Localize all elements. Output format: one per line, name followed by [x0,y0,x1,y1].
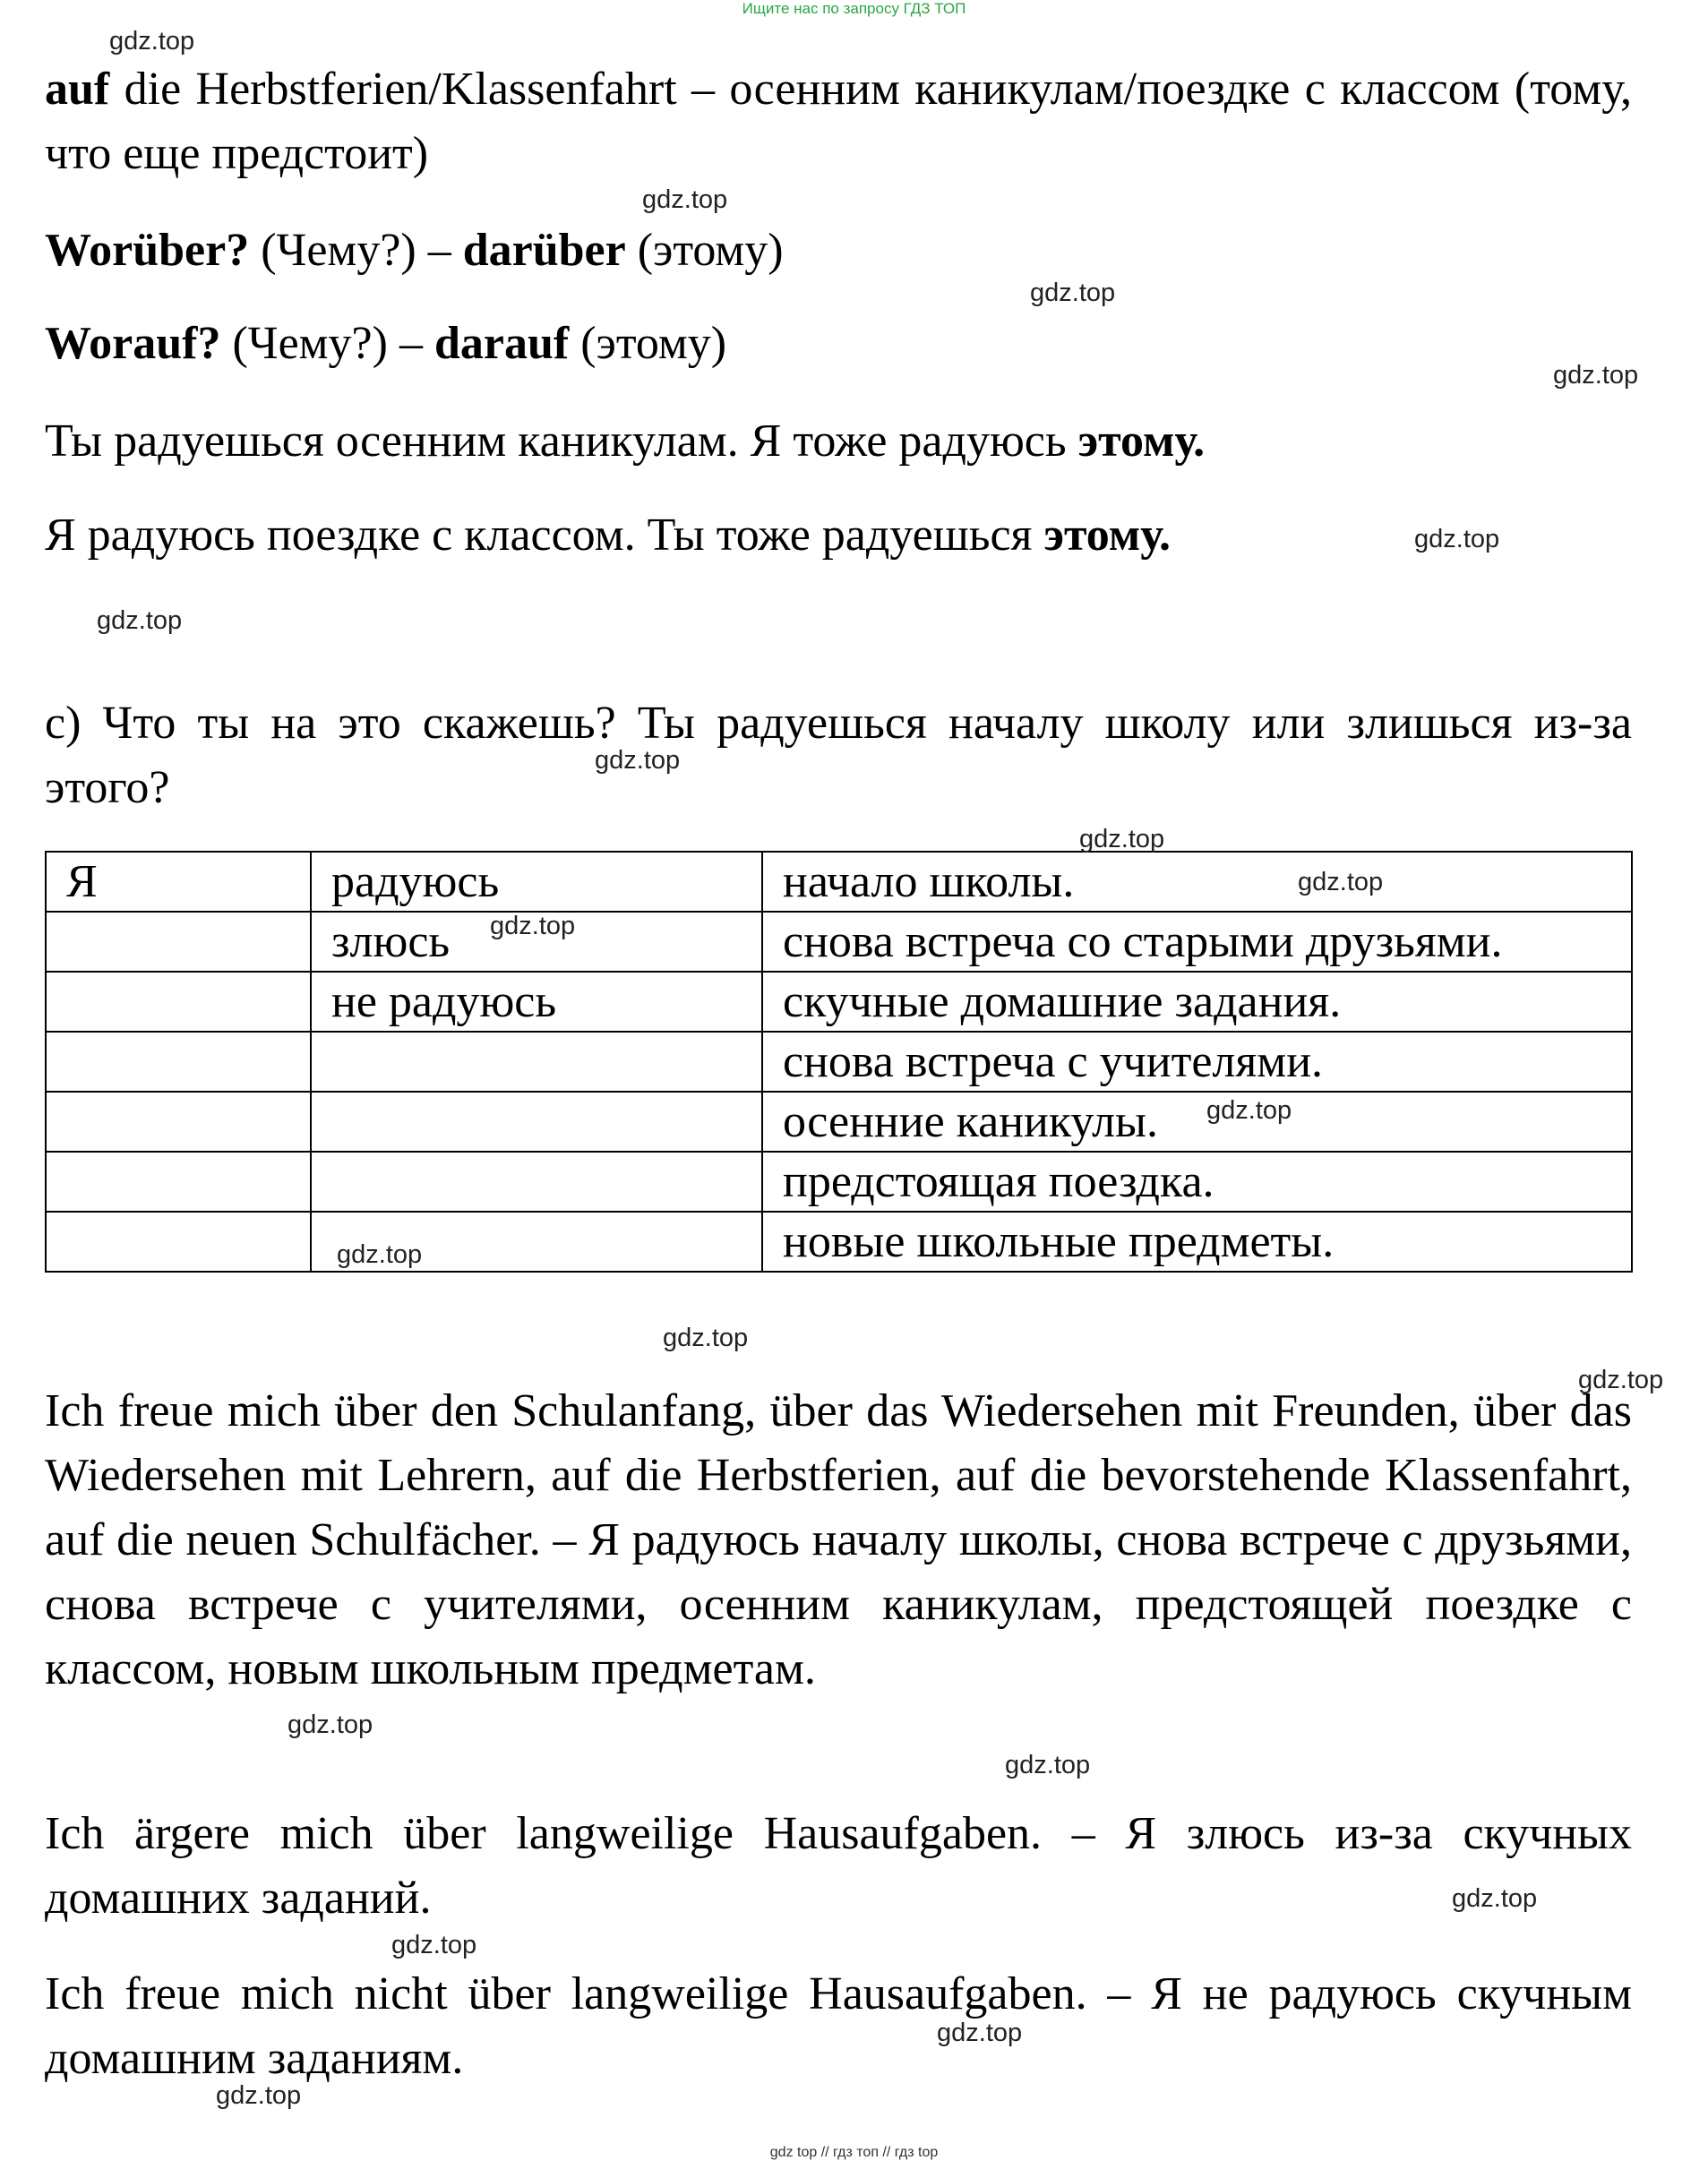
question-word: Worauf? [45,318,221,369]
answer-paragraph-1: Ich freue mich über den Schulanfang, über das Wiedersehen mit Freunden, über das Wiedersehen mit Lehrern, auf die Herbstferien, auf die bevorstehende Klassenfahrt, auf die neuen Schulfächer. – Я радуюсь началу школы, снова встрече с друзьями, снова встрече с учителями, осенним каникулам, предстоящей поездке с классом, новым школьным предметам. [45,1385,1632,1694]
paragraph-auf [45,57,1632,186]
watermark: gdz.top [109,27,195,56]
table-cell [46,1092,311,1152]
table-row [46,1212,1632,1272]
table-cell [46,912,311,972]
table-row [46,1152,1632,1212]
table-row [46,972,1632,1032]
answer-word: darüber [462,225,626,276]
question-worauf [45,312,1632,376]
question-word: Worüber? [45,225,250,276]
watermark: gdz.top [1553,361,1639,390]
watermark: gdz.top [216,2081,302,2110]
watermark: gdz.top [1206,1096,1292,1125]
example-sentence-1 [45,409,1632,474]
answer-paragraph-2: Ich ärgere mich über langweilige Hausaufgaben. – Я злюсь из-за скучных домашних заданий. [45,1808,1632,1924]
watermark: gdz.top [937,2019,1023,2047]
watermark: gdz.top [595,746,681,775]
table-cell: предстоящая поездка. [762,1152,1632,1212]
watermark: gdz.top [1030,279,1116,307]
watermark: gdz.top [1452,1884,1538,1913]
question-translation: (Чему?) – [220,318,434,369]
table-cell: снова встреча с учителями. [762,1032,1632,1092]
keyword-auf: auf [45,64,110,115]
example-bold: этому. [1043,510,1172,561]
example-bold: этому. [1077,416,1206,467]
question-translation: (Чему?) – [249,225,463,276]
question-worueber [45,219,1632,283]
answer-paragraph-3: Ich freue mich nicht über langweilige Hausaufgaben. – Я не радуюсь скучным домашним заданиям. [45,1968,1632,2084]
table-row [46,1092,1632,1152]
table-cell: скучные домашние задания. [762,972,1632,1032]
table-cell [46,1032,311,1092]
watermark: gdz.top [337,1240,423,1269]
example-text: Я радуюсь поездке с классом. Ты тоже радуешься [45,510,1044,561]
table-cell [46,1152,311,1212]
task-c: с) Что ты на это скажешь? Ты радуешься началу школу или злишься из-за этого? [45,698,1632,813]
watermark: gdz.top [663,1324,749,1352]
answer-word: darauf [433,318,570,369]
table-row [46,852,1632,912]
table-cell [46,972,311,1032]
watermark: gdz.top [1414,525,1500,553]
table-cell: начало школы. [762,852,1632,912]
watermark: gdz.top [391,1931,477,1959]
answer-translation: (этому) [625,225,784,276]
watermark: gdz.top [1578,1366,1664,1394]
table-cell: не радуюсь [311,972,762,1032]
phrase-table [45,851,1633,1273]
watermark: gdz.top [1079,825,1165,853]
top-search-note[interactable]: Ищите нас по запросу ГДЗ ТОП [742,0,966,17]
watermark: gdz.top [97,606,183,635]
watermark: gdz.top [490,912,576,940]
table-cell: радуюсь [311,852,762,912]
table-cell [311,1032,762,1092]
table-cell: злюсь [311,912,762,972]
answer-translation: (этому) [569,318,727,369]
footer[interactable]: gdz top // гдз топ // гдз top [769,2145,939,2160]
example-text: Ты радуешься осенним каникулам. Я тоже радуюсь [45,416,1078,467]
table-row [46,1032,1632,1092]
table-cell: осенние каникулы. [762,1092,1632,1152]
watermark: gdz.top [642,185,728,214]
example-sentence-2 [45,503,1632,568]
paragraph-auf-text: die Herbstferien/Klassenfahrt – осенним каникулам/поездке с классом (тому, что еще предстоит) [45,64,1632,179]
table-cell: снова встреча со старыми друзьями. [762,912,1632,972]
table-cell [311,1152,762,1212]
table-cell: новые школьные предметы. [762,1212,1632,1272]
table-row [46,912,1632,972]
table-cell [311,1092,762,1152]
watermark: gdz.top [288,1710,373,1739]
watermark: gdz.top [1005,1751,1091,1779]
table-cell: Я [46,852,311,912]
watermark: gdz.top [1298,868,1384,896]
table-cell [46,1212,311,1272]
